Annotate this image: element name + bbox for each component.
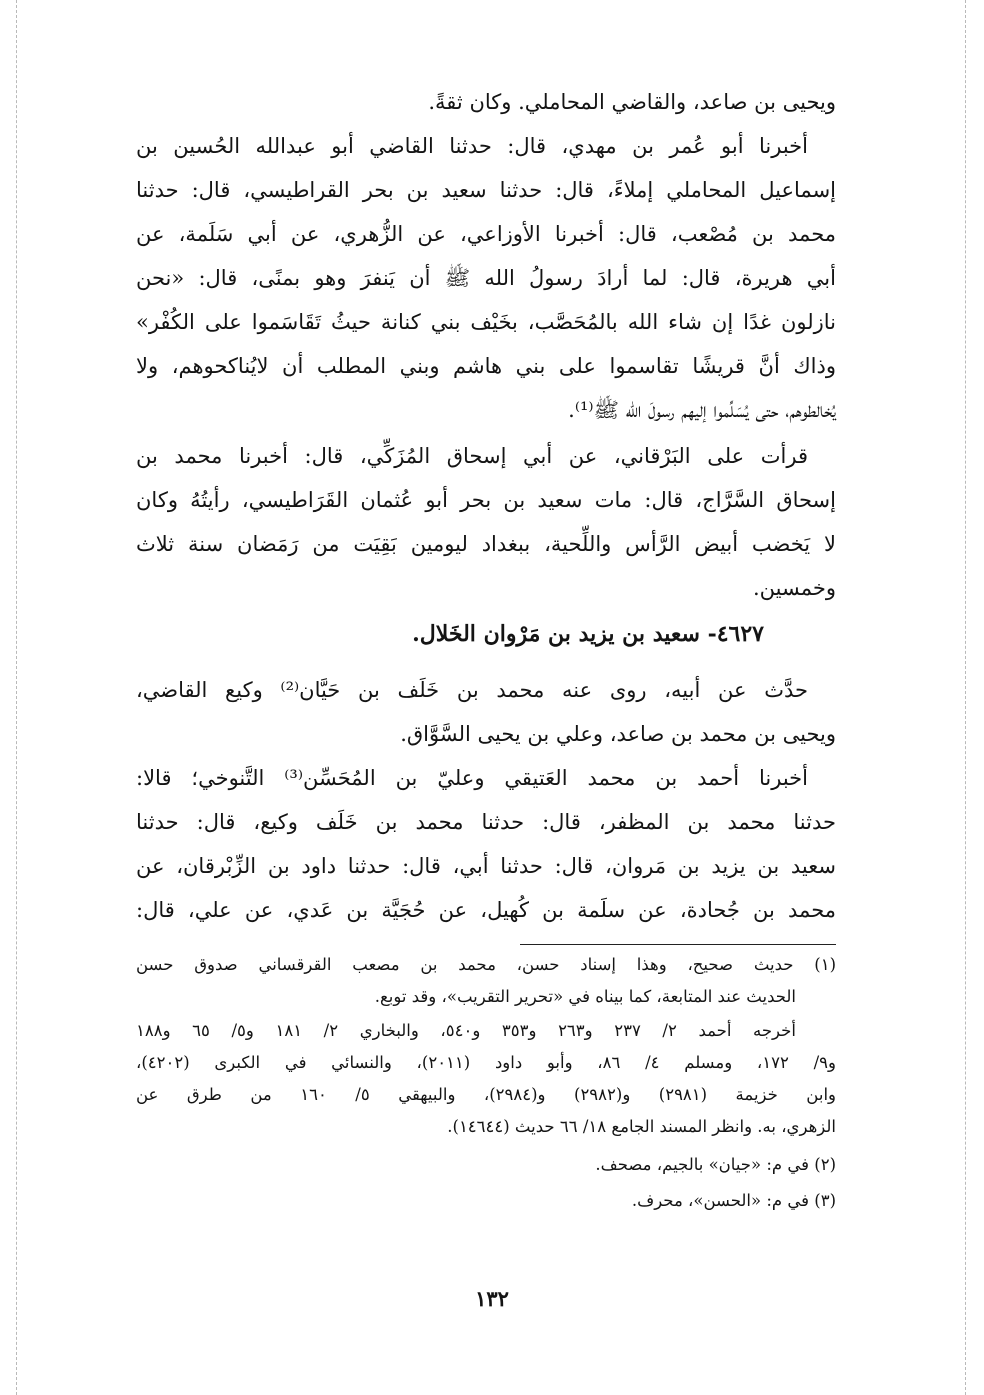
entry-heading: ٤٦٢٧- سعيد بن يزيد بن مَرْوان الخَلال. bbox=[412, 621, 764, 647]
entry-line: سعيد بن يزيد بن مَروان، قال: حدثنا أبي، قال: حدثنا داود بن الزِّبْرقان، عن bbox=[136, 854, 836, 878]
entry-line: محمد بن جُحادة، عن سلَمة بن كُهيل، عن حُجَيَّة بن عَدي، عن علي، قال: bbox=[136, 898, 836, 922]
entry-line: أخبرنا أحمد بن محمد العَتيقي وعليّ بن المُحَسِّن⁽³⁾ التَّنوخي؛ قالا: bbox=[136, 766, 808, 790]
body-line: محمد بن مُصْعب، قال: أخبرنا الأوزاعي، عن الزُّهري، عن أبي سَلَمة، عن bbox=[136, 222, 836, 246]
body-line: وذاك أنَّ قريشًا تقاسموا على بني هاشم وبني المطلب أن لايُناكحوهم، ولا bbox=[136, 354, 836, 378]
body-line: لا يَخضب أبيض الرَّأس واللِّحية، ببغداد ليومين بَقِيَت من رَمَضان سنة ثلاث bbox=[136, 532, 836, 556]
page-number: ١٣٢ bbox=[475, 1286, 509, 1311]
body-line: نازلون غدًا إن شاء الله بالمُحَصَّب، بخَيْف بني كنانة حيثُ تَقَاسَموا على الكُفْر» bbox=[136, 310, 836, 334]
footnote-line: (١) حديث صحيح، وهذا إسناد حسن، محمد بن مصعب القرقساني صدوق حسن bbox=[136, 955, 836, 974]
entry-line: ويحيى بن محمد بن صاعد، وعلي بن يحيى السَّوَّاق. bbox=[400, 722, 836, 746]
body-line: أبي هريرة، قال: لما أرادَ رسولُ الله ﷺ أن يَنفرَ وهو بمنًى، قال: «نحن bbox=[136, 266, 836, 290]
body-line: إسحاق السَّرَّاج، قال: مات سعيد بن بحر أبو عُثمان القَرَاطيسي، رأيتُهُ وكان bbox=[136, 488, 836, 512]
footnote-line: الحديث عند المتابعة، كما بيناه في «تحرير التقريب»، وقد توبع. bbox=[374, 987, 796, 1006]
footnote-line: (٣) في م: «الحسن»، محرف. bbox=[631, 1191, 836, 1210]
footnote-line: وابن خزيمة (٢٩٨١) و(٢٩٨٢) و(٢٩٨٤)، والبيهقي ٥/ ١٦٠ من طرق عن bbox=[136, 1085, 837, 1104]
right-margin-guide bbox=[965, 0, 966, 1395]
left-margin-guide bbox=[16, 0, 17, 1395]
entry-line: حدثنا محمد بن المظفر، قال: حدثنا محمد بن خَلَف وكيع، قال: حدثنا bbox=[136, 810, 836, 834]
body-line: ويحيى بن صاعد، والقاضي المحاملي. وكان ثقةً. bbox=[428, 90, 836, 114]
footnote-line: الزهري، به. وانظر المسند الجامع ١٨/ ٦٦ حديث (١٤٦٤٤). bbox=[447, 1117, 836, 1136]
body-line: قرأت على البَرْقاني، عن أبي إسحاق المُزَكِّي، قال: أخبرنا محمد بن bbox=[136, 444, 808, 468]
footnote-line: (٢) في م: «جيان» بالجيم، مصحف. bbox=[595, 1155, 836, 1174]
footnote-line: و٩/ ١٧٢، ومسلم ٤/ ٨٦، وأبو داود (٢٠١١)، والنسائي في الكبرى (٤٢٠٢)، bbox=[136, 1053, 836, 1072]
body-line: أخبرنا أبو عُمر بن مهدي، قال: حدثنا القاضي أبو عبدالله الحُسين بن bbox=[136, 134, 808, 158]
footnote-line: أخرجه أحمد ٢/ ٢٣٧ و٢٦٣ و٣٥٣ و٥٤٠، والبخاري ٢/ ١٨١ و٥/ ٦٥ و١٨٨ bbox=[136, 1021, 796, 1040]
entry-line: حدَّث عن أبيه، روى عنه محمد بن خَلَف بن حَيَّان⁽²⁾ وكيع القاضي، bbox=[136, 678, 808, 702]
footnote-separator bbox=[520, 944, 836, 945]
body-line: وخمسين. bbox=[753, 576, 836, 600]
body-line: يُخالطوهم، حتى يُسَلِّموا إليهم رسولَ الله ﷺ⁽¹⁾. bbox=[568, 398, 836, 422]
body-line: إسماعيل المحاملي إملاءً، قال: حدثنا سعيد بن بحر القراطيسي، قال: حدثنا bbox=[136, 178, 836, 202]
